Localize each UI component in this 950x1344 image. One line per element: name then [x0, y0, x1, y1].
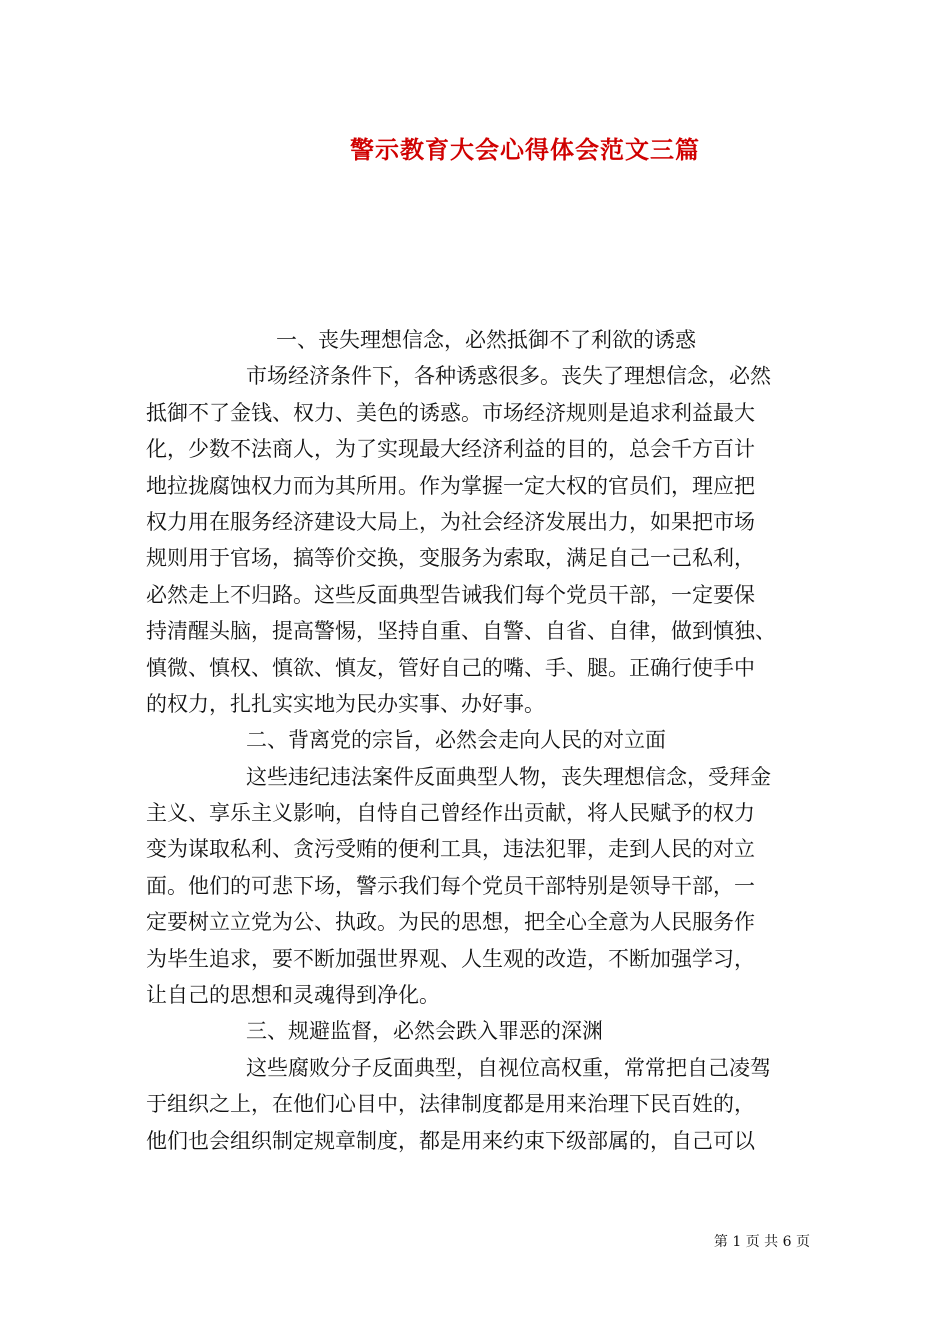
text-line: 慎微、慎权、慎欲、慎友，管好自己的嘴、手、腿。正确行使手中 — [146, 655, 755, 680]
document-body — [146, 322, 808, 1159]
text-line: 地拉拢腐蚀权力而为其所用。作为掌握一定大权的官员们，理应把 — [146, 473, 755, 498]
text-line: 这些腐败分子反面典型，自视位高权重，常常把自己凌驾 — [246, 1055, 771, 1080]
text-line: 三、规避监督，必然会跌入罪恶的深渊 — [246, 1019, 603, 1044]
text-line: 的权力，扎扎实实地为民办实事、办好事。 — [146, 691, 545, 716]
text-line: 为毕生追求，要不断加强世界观、人生观的改造，不断加强学习， — [146, 946, 755, 971]
text-line: 让自己的思想和灵魂得到净化。 — [146, 983, 440, 1008]
section-heading-line: 一、丧失理想信念，必然抵御不了利欲的诱惑 — [276, 328, 696, 352]
text-line: 必然走上不归路。这些反面典型告诫我们每个党员干部，一定要保 — [146, 582, 755, 607]
page-title: 警示教育大会心得体会范文三篇 — [350, 135, 700, 164]
text-line: 面。他们的可悲下场，警示我们每个党员干部特别是领导干部，一 — [146, 873, 755, 898]
text-line: 持清醒头脑，提高警惕，坚持自重、自警、自省、自律，做到慎独、 — [146, 619, 776, 644]
text-line: 市场经济条件下，各种诱惑很多。丧失了理想信念，必然 — [246, 364, 771, 389]
text-line: 他们也会组织制定规章制度，都是用来约束下级部属的，自己可以 — [146, 1128, 755, 1153]
text-line: 二、背离党的宗旨，必然会走向人民的对立面 — [246, 728, 666, 753]
text-line: 抵御不了金钱、权力、美色的诱惑。市场经济规则是追求利益最大 — [146, 400, 755, 425]
text-line: 变为谋取私利、贪污受贿的便利工具，违法犯罪，走到人民的对立 — [146, 837, 755, 862]
page-number-footer: 第 1 页 共 6 页 — [713, 1234, 810, 1250]
text-line: 权力用在服务经济建设大局上，为社会经济发展出力，如果把市场 — [146, 509, 755, 534]
text-line: 于组织之上，在他们心目中，法律制度都是用来治理下民百姓的， — [146, 1092, 755, 1117]
text-line: 规则用于官场，搞等价交换，变服务为索取，满足自己一己私利， — [146, 546, 755, 571]
text-line: 化，少数不法商人，为了实现最大经济利益的目的，总会千方百计 — [146, 437, 755, 462]
text-line: 主义、享乐主义影响，自恃自己曾经作出贡献，将人民赋予的权力 — [146, 801, 755, 826]
text-line: 这些违纪违法案件反面典型人物，丧失理想信念，受拜金 — [246, 764, 771, 789]
text-line: 定要树立立党为公、执政。为民的思想，把全心全意为人民服务作 — [146, 910, 755, 935]
